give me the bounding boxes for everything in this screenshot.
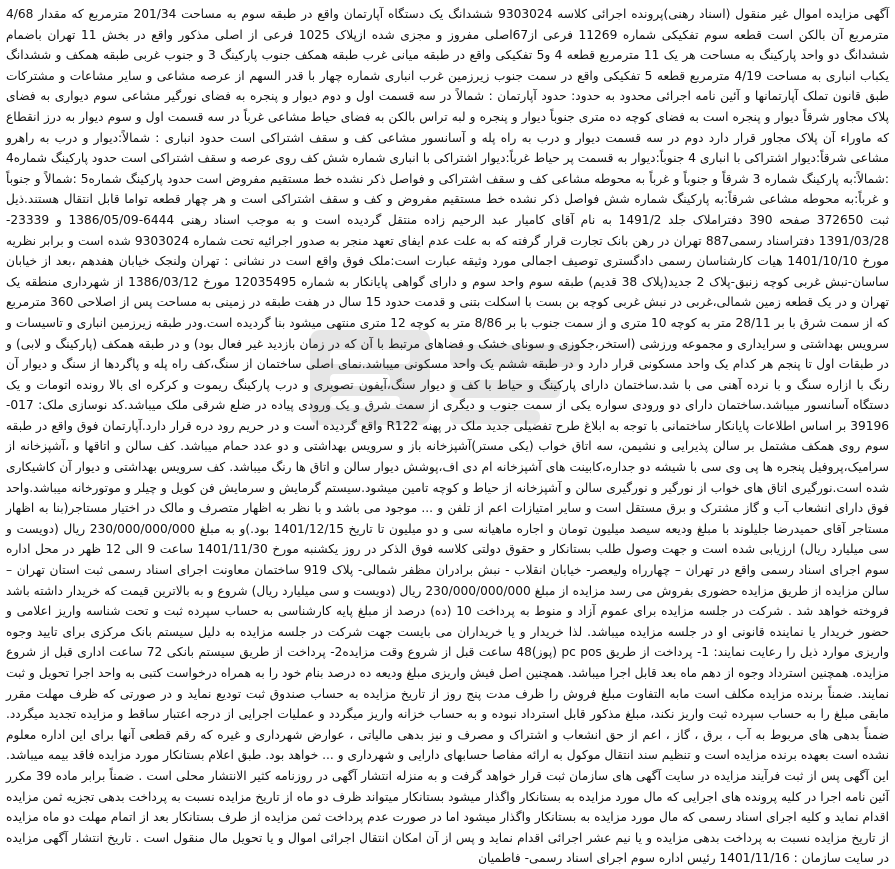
auction-notice-text: آگهی مزایده اموال غیر منقول (اسناد رهنی)پرونده اجرائی کلاسه 9303024 ششدانگ یک دستگاه آپارتمان واقع در طبقه سوم به مساحت 201/34 مترمربع که مقدار 4/68 مترمربع آن بالکن است قطعه سوم تفکیکی شماره 11269 فرعی از67اصلی مفروز و مجزی شده ازپلاک 1025 فرعی از اصلی مذکور واقع در بخش 11 تهران باضمام ششدانگ دو واحد پارکینگ به مساحت هر یک 11 مترمربع قطعه 4 و5 تفکیکی واقع در طبقه میانی غرب طبقه همکف جنوب پارکینگ 3 و جنوب غربی طبقه همکف و ششدانگ یکباب انباری به مساحت 4/19 مترمربع قطعه 5 تفکیکی واقع در سمت جنوب زیرزمین غرب انباری شماره چهار با قدر السهم از عرصه مشاعی و سایر مشاعات و مشترکات طبق قانون تملک آپارتمانها و آئین نامه اجرائی محدود به حدود: حدود آپارتمان : شمالاً در سه قسمت اول و دوم دیوار و پنجره به فضای نورگیر مشاعی سوم دیواری به فضای پلاک مجاور شرقاً دیوار و پنجره است به فضای کوچه ده متری جنوباً دیوار و پنجره و لبه تراس بالکن به فضای حیاط مشاعی غرباً در سه قسمت اول و سوم دیوار به درز انقطاع که ماوراء آن پلاک مجاور قرار دارد دوم در سه قسمت دیوار و درب به راه پله و آسانسور مشاعی کف و سقف اشتراکی است حدود انباری : شمالاً:دیوار و درب به راهرو مشاعی شرقاً:دیوار اشتراکی با انباری 4 جنوباً:دیوار به قسمت پر حیاط غرباً:دیوار اشتراکی با انباری شماره شش کف روی عرصه و سقف اشتراکی است حدود پارکینگ شماره4 :شمالاً:به پارکینگ شماره 3 شرقاً و جنوباً و غرباً به محوطه مشاعی کف و سقف اشتراکی و فواصل ذکر نشده خط مستقیم مفروض است حدود پارکینگ شماره5 :شمالاً و جنوباً و غرباً:به محوطه مشاعی شرقاً:به پارکینگ شماره شش فواصل ذکر نشده خط مستقیم مفروض و کف و سقف اشتراکی است و هر چهار قطعه تواما قابل انتقال هستند.ذیل ثبت 372650 صفحه 390 دفتراملاک جلد 1491/2 به نام آقای کامیار عبد الرحیم زاده منتقل گردیده است و به موجب اسناد رهنی 6444-1386/05/09 و 23339-1391/03/28 دفتراسناد رسمی887 تهران در رهن بانک تجارت قرار گرفته که به علت عدم ایفای تعهد منجر به صدور اجرائیه تحت شماره 9303024 شده است و برابر نظریه مورخ 1401/10/10 هیات کارشناسان رسمی دادگستری توصیف اجمالی مورد وثیقه عبارت است:ملک فوق واقع است در نشانی : تهران ولنجک خیابان هفدهم ،بعد از خیابان ساسان-نبش غربی کوچه زنبق-پلاک 2 جدید(پلاک 38 قدیم) طبقه سوم واحد سوم و دارای گواهی پایانکار به شماره 12035495 مورخ 1386/03/12 از شهرداری منطقه یک تهران و در یک قطعه زمین شمالی،غربی در نبش غربی کوچه بن بست با اسکلت بتنی و قدمت حدود 15 سال در هفت طبقه در زمینی به مساحت پس از اصلاحی 360 مترمربع که از سمت شرق با بر 28/11 متر به کوچه 10 متری و از سمت جنوب با بر 8/86 متر به کوچه 12 متری منتهی میشود بنا گردیده است.ودر طبقه زیرزمین انباری و تاسیسات و سرویس بهداشتی و سرایداری و مجموعه ورزشی (استخر،جکوزی و سونای خشک و فضاهای مرتبط با آن که در زمان بازدید غیر فعال بود) و در طبقه همکف (پارکینگ و لابی) و در طبقات اول تا پنجم هر کدام یک واحد مسکونی قرار دارد و در طبقه ششم یک واحد مسکونی میباشد.نمای اصلی ساختمان از سنگ،کف راه پله و پاگردها از سنگ و دیوار آن رنگ با ازاره سنگ و با نرده آهنی می با شد.ساختمان دارای پارکینگ و حیاط با کف و دیوار سنگ،آیفون تصویری و درب پارکینگ ریموت و کرکره ای بالا رونده اتومات و یک دستگاه آسانسور میباشد.ساختمان دارای دو ورودی سواره یکی از سمت جنوب و دیگری از سمت شرق و یک ورودی پیاده در ضلع شرقی ملک میباشد.کد نوسازی ملک: 017-39196 بر اساس اطلاعات پایانکار ساختمانی با توجه به ابلاغ طرح تفضیلی جدید ملک در پهنه R122 واقع گردیده است و در حریم رود دره قرار دارد.آپارتمان فوق واقع در طبقه سوم روی همکف مشتمل بر سالن پذیرایی و نشیمن، سه اتاق خواب (یکی مستر)آشپزخانه باز و سرویس بهداشتی و دو عدد حمام میباشد. کف سالن و اتاقها و ،آشپزخانه از سرامیک،پروفیل پنجره ها پی وی سی با شیشه دو جداره،کابینت های آشپزخانه ام دی اف،پوشش دیوار سالن و اتاق ها رنگ میباشد. کف سرویس بهداشتی و دیوار آن کاشیکاری شده است.نورگیری اتاق های خواب از نورگیر و نورگیری سالن و آشپزخانه از حیاط و کوچه تامین میشود.سیستم گرمایش و سرمایش فن کویل و چیلر و موتورخانه میباشد.واحد فوق دارای انشعاب آب و گاز مشترک و برق مستقل است و سایر امتیازات اعم از تلفن و ... موجود می باشد و با نظر به اظهار متصرف و مالک در اختیار مستاجر(بنا به اظهار مستاجر آقای حمیدرضا جلیلوند با مبلغ ودیعه سیصد میلیون تومان و اجاره ماهیانه سی و دو میلیون تا تاریخ 1401/12/15 بود.)و به مبلغ 230/000/000/000 ریال (دویست و سی میلیارد ریال) ارزیابی شده است و جهت وصول طلب بستانکار و حقوق دولتی کلاسه فوق الذکر در روز یکشنبه مورخ 1401/11/30 ساعت 9 الی 12 ظهر در محل اداره سوم اجرای اسناد رسمی واقع در تهران – چهارراه ولیعصر- خیابان انقلاب - نبش برادران مظفر شمالی- پلاک 919 ساختمان معاونت اجرای اسناد رسمی ثبت استان تهران – سالن مزایده از طریق مزایده حضوری بفروش می رسد مزایده از مبلغ 230/000/000/000 ریال (دویست و سی میلیارد ریال) شروع و به بالاترین قیمت که خریدار داشته باشد فروخته خواهد شد . شرکت در جلسه مزایده برای عموم آزاد و منوط به پرداخت 10 (ده) درصد از مبلغ پایه کارشناسی به حساب سپرده ثبت و تحت شناسه واریز اعلامی و حضور خریدار یا نماینده قانونی او در جلسه مزایده میباشد. لذا خریدار و یا خریداران می بایست جهت شرکت در جلسه مزایده به دلیل سیستم بانک مرکزی برای تایید وجوه واریزی موارد ذیل را رعایت نمایند: 1- پرداخت از طریق pc pos (پوز)48 ساعت قبل از شروع وقت مزایده2- پرداخت از طریق سیستم بانکی 72 ساعت اداری قبل از شروع مزایده. همچنین استرداد وجوه از دهم ماه بعد قابل اجرا میباشد. همچنین اصل فیش واریزی مبلغ ودیعه ده درصد بنام خود را به همراه درخواست کتبی به واحد اجرا تحویل و ثبت نمایند. ضمناً برنده مزایده مکلف است مابه التفاوت مبلغ فروش را ظرف مدت پنج روز از تاریخ مزایده به حساب صندوق ثبت تودیع نماید و در صورتی که ظرف مهلت مقرر مابقی مبلغ را به حساب سپرده ثبت واریز نکند، مبلغ مذکور قابل استرداد نبوده و به حساب خزانه واریز میگردد و عملیات اجرایی از درجه اعتبار ساقط و مزایده تجدید میگردد. ضمناً بدهی های مربوط به آب ، برق ، گاز ، اعم از حق انشعاب و اشتراک و مصرف و نیز بدهی مالیاتی ، عوارض شهرداری و غیره که رقم قطعی آنها برای این اداره معلوم نشده است بعهده برنده مزایده است و تنظیم سند انتقال موکول به ارائه مفاصا حسابهای دارایی و شهرداری و ... خواهد بود. طبق اعلام بستانکار مورد مزایده فاقد بیمه میباشد. این آگهی پس از ثبت فرآیند مزایده در سایت آگهی های سازمان ثبت قرار خواهد گرفت و به منزله انتشار آگهی در روزنامه کثیر الانتشار محلی است . ضمناً برابر ماده 39 مکرر آئین نامه اجرا در کلیه پرونده های اجرایی که مال مورد مزایده به بستانکار واگذار میشود بستانکار میتواند ظرف دو ماه از تاریخ مزایده نسبت به پرداخت بدهی تجزیه ثمن مزایده اقدام نماید و کلیه اجرای اسناد رسمی که مال مورد مزایده به بستانکار واگذار میشود اما در صورت عدم پرداخت ثمن مزایده از طرف بستانکار بعد از اتمام مهلت دو ماه مزایده از تاریخ مزایده نسبت به پرداخت بدهی مزایده و یا نیم عشر اجرائی اقدام نماید و پس از آن امکان انتقال اجرائی اموال و یا تحویل مال منقول است . تاریخ انتشار آگهی مزایده در سایت سازمان : 1401/11/16 رئیس اداره سوم اجرای اسناد رسمی- فاطمیان [6, 7, 890, 866]
auction-notice-document [6, 4, 890, 866]
